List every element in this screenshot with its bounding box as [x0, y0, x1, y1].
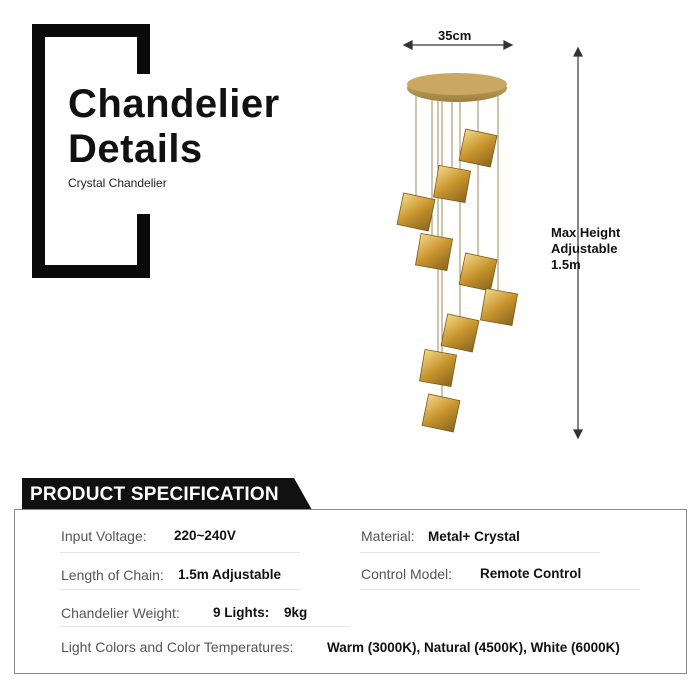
- frame-bracket-right-bottom: [137, 214, 150, 278]
- frame-bracket-bottom: [32, 265, 150, 278]
- spec-banner-title: PRODUCT SPECIFICATION: [30, 484, 279, 505]
- chain-length-value: 1.5m Adjustable: [178, 567, 282, 582]
- page-title-line2: Details: [68, 127, 203, 171]
- light-colors-label: Light Colors and Color Temperatures:: [61, 639, 294, 655]
- weight-lights: 9 Lights:: [213, 605, 270, 620]
- control-model-value: Remote Control: [480, 566, 582, 581]
- page-subtitle: Crystal Chandelier: [68, 176, 167, 190]
- input-voltage-label: Input Voltage:: [61, 528, 147, 544]
- weight-value: 9kg: [284, 605, 308, 620]
- height-label: [551, 225, 620, 273]
- light-colors-value: Warm (3000K), Natural (4500K), White (6000K): [327, 640, 620, 655]
- row-divider: [60, 552, 300, 553]
- row-divider: [360, 589, 640, 590]
- row-divider: [60, 589, 300, 590]
- height-label-line1: Max Height: [551, 225, 621, 240]
- height-label-line3: 1.5m: [551, 257, 581, 272]
- material-value: Metal+ Crystal: [428, 529, 520, 544]
- height-label-line2: Adjustable: [551, 241, 618, 256]
- width-label: 35cm: [438, 28, 472, 43]
- input-voltage-value: 220~240V: [174, 528, 236, 543]
- weight-label: Chandelier Weight:: [61, 605, 180, 621]
- material-label: Material:: [361, 528, 415, 544]
- frame-bracket-right-top: [137, 24, 150, 74]
- page-title-line1: Chandelier: [68, 82, 280, 126]
- control-model-label: Control Model:: [361, 566, 453, 582]
- row-divider: [360, 552, 600, 553]
- row-divider: [60, 626, 350, 627]
- chain-length-label: Length of Chain:: [61, 567, 164, 583]
- frame-bracket-top: [32, 24, 150, 37]
- frame-bracket-left: [32, 24, 45, 278]
